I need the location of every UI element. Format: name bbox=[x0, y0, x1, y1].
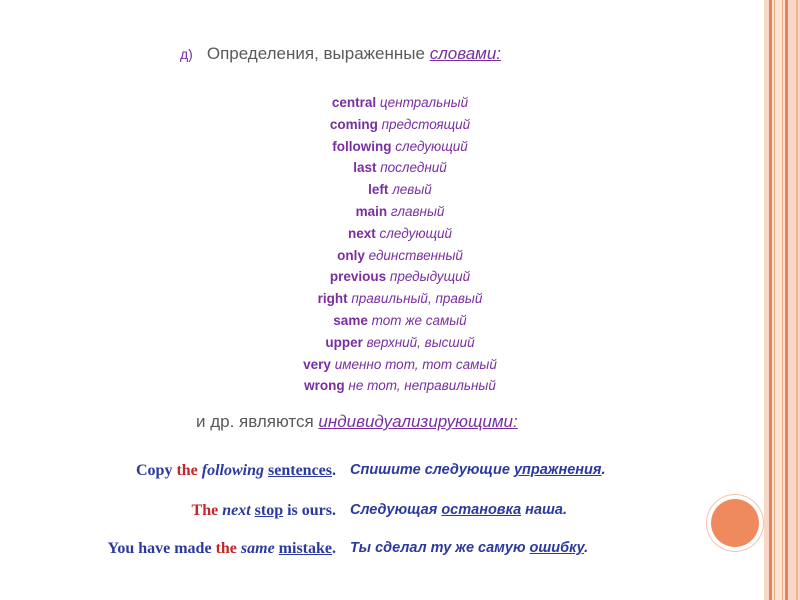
example-english bbox=[108, 540, 336, 558]
word-english: upper bbox=[325, 334, 363, 350]
word-russian: последний bbox=[380, 160, 447, 176]
noun-word: остановка bbox=[441, 502, 522, 518]
footer-line bbox=[196, 412, 696, 432]
word-english: left bbox=[368, 182, 389, 198]
word-row bbox=[200, 136, 600, 158]
decorative-border-line bbox=[796, 0, 798, 600]
word-english: only bbox=[337, 247, 365, 263]
word-russian: левый bbox=[392, 182, 432, 198]
sentence-text: Ты сделал ту же самую bbox=[350, 540, 530, 556]
word-english: wrong bbox=[304, 378, 345, 394]
example-sentences bbox=[0, 462, 764, 572]
attribute-word: same bbox=[240, 540, 275, 557]
word-english: next bbox=[348, 225, 376, 241]
sentence-text: Спишите следующие bbox=[350, 462, 514, 478]
word-english: main bbox=[355, 203, 388, 219]
word-russian: именно тот, тот самый bbox=[334, 356, 497, 372]
word-russian: верхний, высший bbox=[366, 334, 475, 350]
word-russian: следующий bbox=[379, 225, 452, 241]
word-row bbox=[200, 332, 600, 354]
example-russian bbox=[350, 502, 567, 518]
sentence-text: Copy bbox=[136, 462, 177, 479]
example-row bbox=[0, 462, 764, 486]
heading-letter: д) bbox=[180, 46, 193, 62]
sentence-text: . bbox=[332, 462, 336, 479]
word-english: same bbox=[333, 312, 368, 328]
word-english: right bbox=[317, 291, 348, 307]
word-row bbox=[200, 92, 600, 114]
word-russian: единственный bbox=[368, 247, 463, 263]
word-english: very bbox=[303, 356, 331, 372]
article: The bbox=[191, 502, 219, 519]
example-english bbox=[136, 462, 336, 480]
word-russian: тот же самый bbox=[371, 312, 467, 328]
word-english: central bbox=[331, 95, 377, 110]
example-english bbox=[192, 502, 336, 520]
word-english: following bbox=[332, 138, 392, 154]
example-row bbox=[0, 502, 764, 526]
example-row bbox=[0, 540, 764, 564]
word-russian: правильный, правый bbox=[351, 291, 483, 307]
word-row bbox=[200, 310, 600, 332]
word-row bbox=[200, 266, 600, 288]
word-row bbox=[200, 157, 600, 179]
sentence-text: наша. bbox=[521, 502, 567, 518]
attribute-word: next bbox=[222, 502, 251, 519]
footer-emphasis: индивидуализирующими: bbox=[318, 412, 518, 431]
noun-word: упражнения bbox=[513, 462, 602, 478]
word-row bbox=[200, 179, 600, 201]
word-row bbox=[200, 288, 600, 310]
footer-text: и др. являются bbox=[196, 412, 319, 431]
word-english: last bbox=[353, 160, 377, 176]
word-row bbox=[200, 201, 600, 223]
decorative-border-inner bbox=[774, 0, 783, 600]
word-russian: предыдущий bbox=[389, 269, 471, 285]
example-russian bbox=[350, 540, 588, 556]
word-russian: предстоящий bbox=[381, 116, 471, 132]
word-russian: не тот, неправильный bbox=[348, 378, 496, 394]
noun-word: sentences bbox=[268, 462, 332, 479]
article: the bbox=[215, 540, 237, 557]
word-row bbox=[200, 375, 600, 397]
word-row bbox=[200, 245, 600, 267]
word-russian: центральный bbox=[379, 95, 469, 110]
noun-word: mistake bbox=[278, 540, 332, 557]
word-row bbox=[200, 223, 600, 245]
word-russian: главный bbox=[390, 203, 445, 219]
heading-text: Определения, выраженные bbox=[206, 44, 430, 63]
word-english: previous bbox=[329, 269, 387, 285]
slide-heading bbox=[180, 44, 680, 64]
article: the bbox=[176, 462, 198, 479]
attribute-word: following bbox=[201, 462, 265, 479]
sentence-text: Следующая bbox=[350, 502, 442, 518]
word-russian: следующий bbox=[395, 138, 468, 154]
example-russian bbox=[350, 462, 605, 478]
sentence-text: You have made bbox=[107, 540, 216, 557]
sentence-text: is ours. bbox=[283, 502, 336, 519]
sentence-text: . bbox=[601, 462, 606, 478]
word-row bbox=[200, 114, 600, 136]
noun-word: ошибку bbox=[529, 540, 585, 556]
word-row bbox=[200, 354, 600, 376]
sentence-text: . bbox=[584, 540, 589, 556]
word-list bbox=[200, 92, 600, 397]
heading-emphasis: словами: bbox=[429, 44, 502, 63]
word-english: coming bbox=[329, 116, 378, 132]
sentence-text: . bbox=[332, 540, 336, 557]
noun-word: stop bbox=[254, 502, 284, 519]
